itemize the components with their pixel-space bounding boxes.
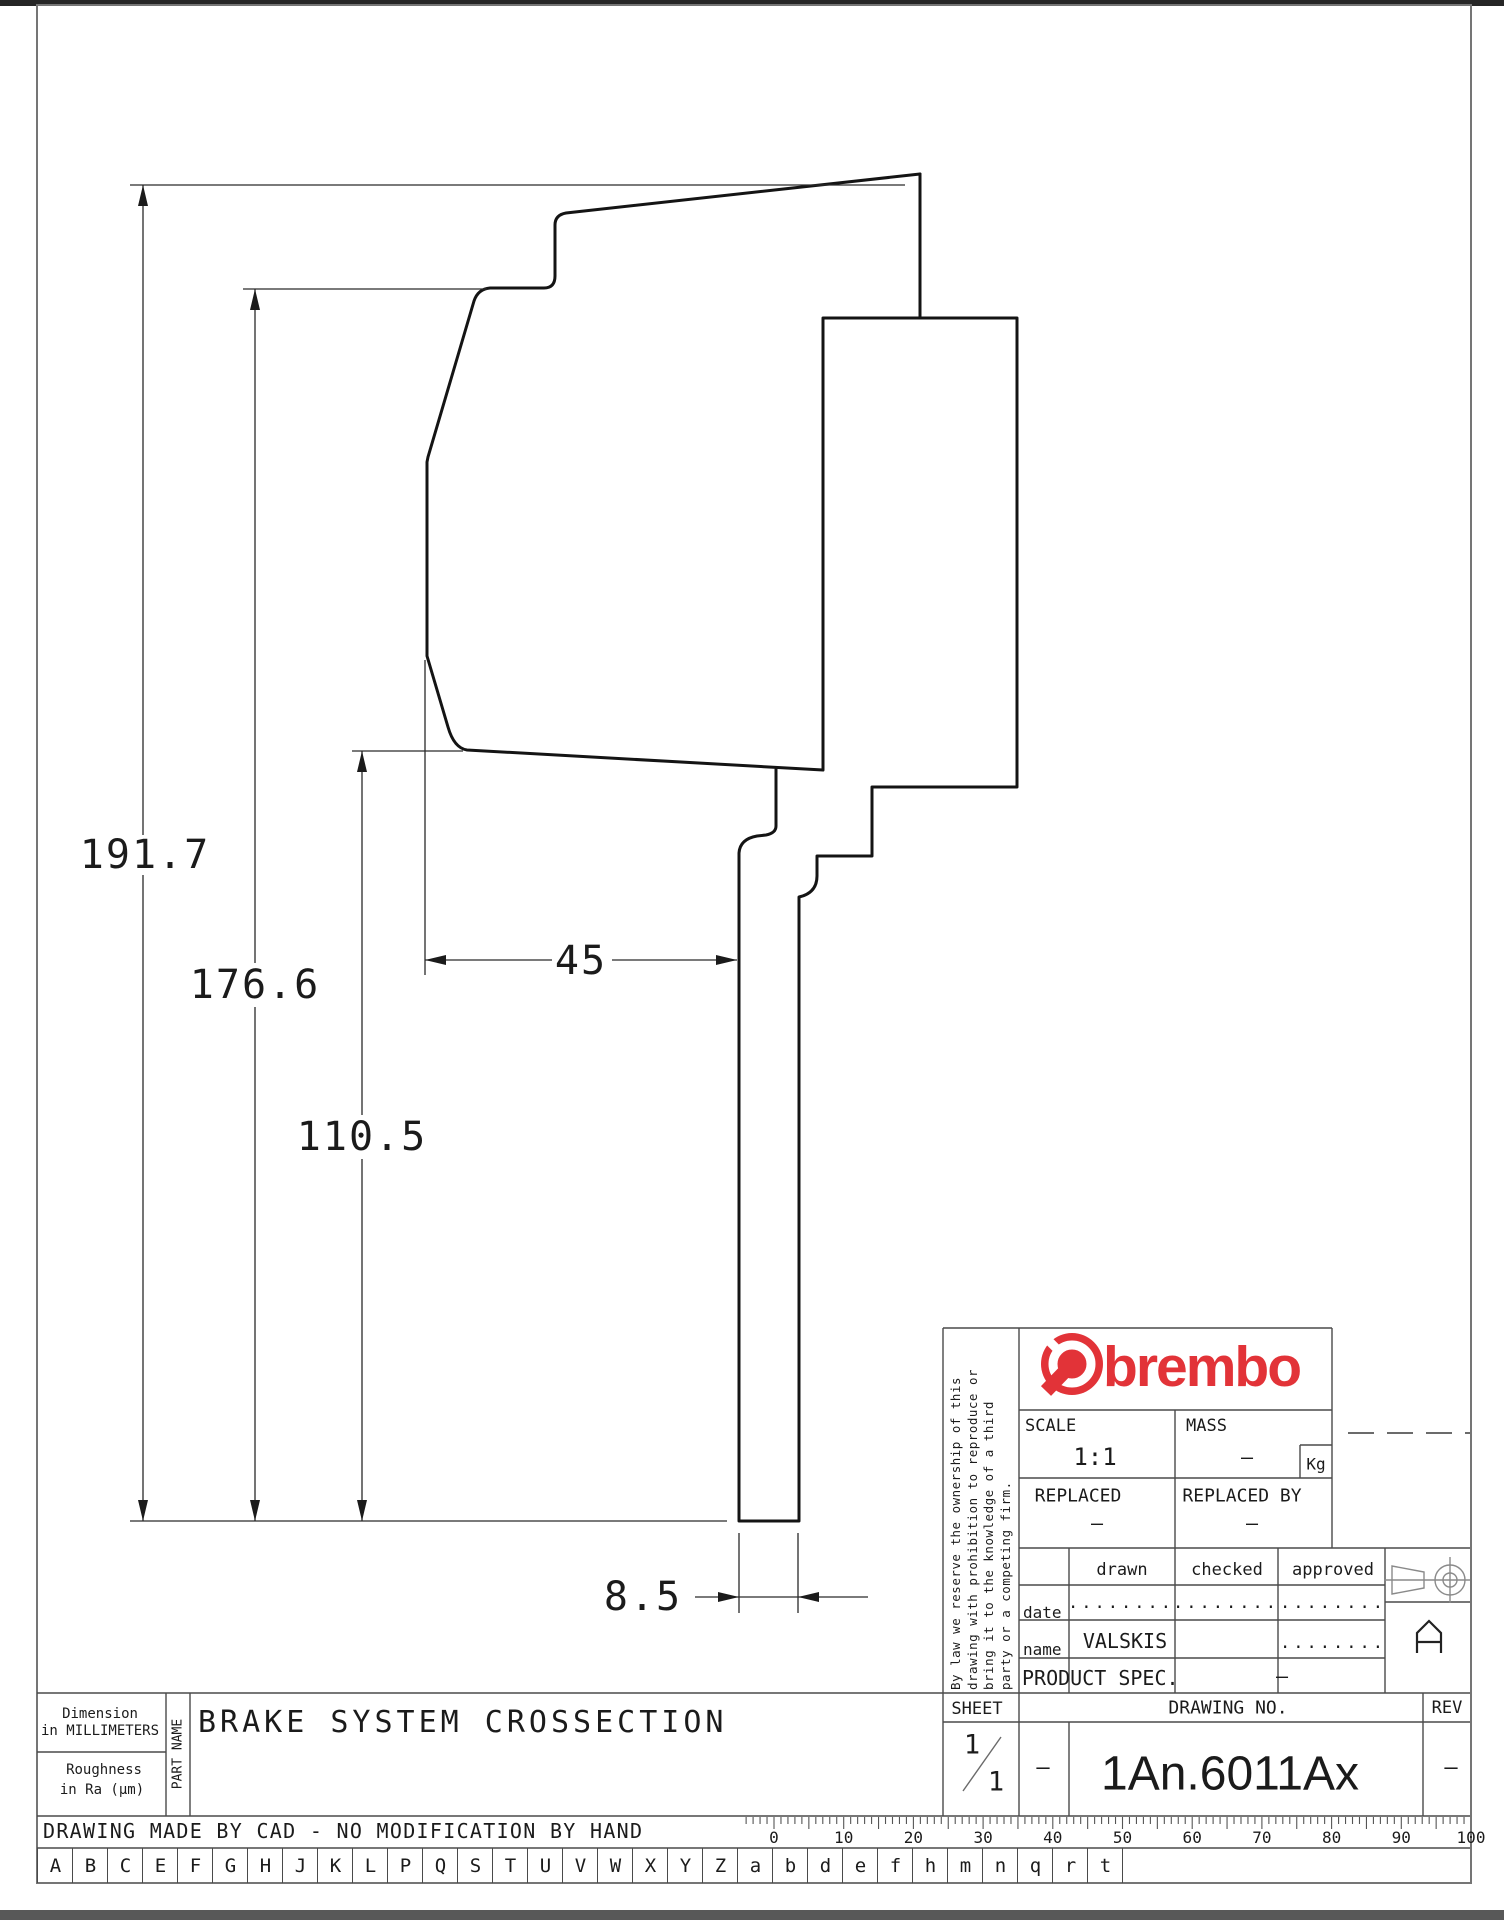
- cad-note: DRAWING MADE BY CAD - NO MODIFICATION BY HAND: [43, 1819, 644, 1843]
- dim-total-height: 191.7: [79, 832, 211, 878]
- dimension-arrows: [138, 185, 819, 1602]
- brembo-wordmark: brembo: [1103, 1335, 1301, 1399]
- date-checked-dots: ........: [1173, 1593, 1279, 1613]
- format-letter-a-icon: [1417, 1621, 1441, 1653]
- legal-line-4: party or a competing firm.: [997, 1481, 1013, 1690]
- dim-note-line2: in MILLIMETERS: [40, 1723, 160, 1739]
- reference-letter-cell: J: [282, 1848, 318, 1883]
- ruler-ticks: [746, 1817, 1464, 1829]
- ruler-number: 20: [903, 1828, 924, 1847]
- legal-notice: [948, 1330, 1014, 1690]
- drawing-no-value: 1An.6011Ax: [1101, 1747, 1359, 1801]
- dim-upper-height: 176.6: [189, 962, 321, 1008]
- date-drawn-dots: ........: [1068, 1593, 1174, 1613]
- ruler-number: 0: [769, 1828, 779, 1847]
- mass-value: –: [1240, 1445, 1254, 1469]
- date-label: date: [1023, 1603, 1062, 1622]
- legal-line-3: bring it to the knowledge of a third: [981, 1401, 996, 1690]
- replaced-by-value: –: [1245, 1511, 1259, 1535]
- reference-letter-cell: q: [1017, 1848, 1053, 1883]
- name-label: name: [1023, 1640, 1062, 1659]
- reference-letter-cell: T: [492, 1848, 528, 1883]
- dim-note-line1: Dimension: [62, 1706, 138, 1722]
- dim-lower-height: 110.5: [296, 1114, 428, 1160]
- reference-letter-cell: n: [982, 1848, 1018, 1883]
- reference-letter-cell: b: [772, 1848, 808, 1883]
- reference-letter-cell: P: [387, 1848, 423, 1883]
- dim-hat-width: 45: [554, 938, 608, 984]
- part-title: BRAKE SYSTEM CROSSECTION: [198, 1705, 728, 1740]
- sheet-num: 1: [963, 1729, 981, 1761]
- reference-letter-cell: U: [527, 1848, 563, 1883]
- reference-letter-cell: C: [107, 1848, 143, 1883]
- drawn-name: VALSKIS: [1082, 1629, 1168, 1653]
- dimension-lines: [143, 185, 868, 1597]
- reference-letter-cell: F: [177, 1848, 213, 1883]
- drawing-no-label: DRAWING NO.: [1168, 1697, 1288, 1719]
- part-outline: [427, 174, 1017, 1521]
- drawn-label: drawn: [1096, 1560, 1148, 1580]
- legal-line-1: By law we reserve the ownership of this: [948, 1377, 963, 1690]
- rev-value: –: [1444, 1755, 1458, 1781]
- part-name-label: PART NAME: [170, 1718, 186, 1790]
- reference-letter-cell: Q: [422, 1848, 458, 1883]
- reference-letter-cell: h: [912, 1848, 948, 1883]
- sheet-extra-dash: –: [1036, 1755, 1050, 1781]
- rough-note-line1: Roughness: [66, 1762, 142, 1778]
- reference-letter-cell: t: [1087, 1848, 1123, 1883]
- reference-letter-cell: a: [737, 1848, 773, 1883]
- dim-disc-thickness: 8.5: [603, 1574, 683, 1620]
- reference-letter-cell: Y: [667, 1848, 703, 1883]
- reference-letter-cell: d: [807, 1848, 843, 1883]
- date-approved-dots: ........: [1280, 1593, 1386, 1613]
- scale-value: 1:1: [1073, 1443, 1117, 1471]
- ruler-number: 100: [1456, 1828, 1486, 1847]
- ruler-number: 60: [1182, 1828, 1202, 1847]
- ruler-number: 90: [1391, 1828, 1411, 1847]
- reference-letter-cell: Z: [702, 1848, 738, 1883]
- product-spec-label: PRODUCT SPEC.: [1022, 1666, 1179, 1690]
- mass-label: MASS: [1186, 1416, 1227, 1436]
- reference-letter-empty-cell: [1122, 1848, 1471, 1883]
- reference-letter-cell: X: [632, 1848, 668, 1883]
- brembo-logo-icon: [1041, 1333, 1103, 1395]
- projection-symbol-icon: [1384, 1557, 1470, 1603]
- name-approved-dots: ........: [1280, 1633, 1386, 1653]
- reference-letter-cell: r: [1052, 1848, 1088, 1883]
- reference-letter-cell: V: [562, 1848, 598, 1883]
- ruler-number: 30: [973, 1828, 993, 1847]
- product-spec-value: –: [1275, 1664, 1289, 1688]
- legal-line-2: drawing with prohibition to reproduce or: [964, 1368, 980, 1690]
- rev-label: REV: [1431, 1698, 1463, 1718]
- ruler-number: 50: [1112, 1828, 1133, 1847]
- replaced-label: REPLACED: [1034, 1485, 1122, 1507]
- sheet-total: 1: [987, 1766, 1005, 1798]
- ruler-number: 70: [1252, 1828, 1272, 1847]
- ruler-number: 80: [1321, 1828, 1342, 1847]
- mass-unit: Kg: [1306, 1454, 1326, 1474]
- reference-letter-cell: H: [247, 1848, 283, 1883]
- reference-letter-cell: E: [142, 1848, 178, 1883]
- sheet-label: SHEET: [951, 1699, 1003, 1719]
- reference-letter-cell: L: [352, 1848, 388, 1883]
- reference-letter-cell: K: [317, 1848, 353, 1883]
- scale-label: SCALE: [1025, 1416, 1077, 1436]
- replaced-by-label: REPLACED BY: [1182, 1485, 1302, 1507]
- scan-edge-bottom: [0, 1910, 1504, 1920]
- reference-letter-cell: B: [72, 1848, 108, 1883]
- reference-letter-cell: G: [212, 1848, 248, 1883]
- ruler-number: 10: [834, 1828, 854, 1847]
- reference-letter-cell: m: [947, 1848, 983, 1883]
- reference-letter-cell: f: [877, 1848, 913, 1883]
- rough-note-line2: in Ra (μm): [59, 1782, 145, 1798]
- checked-label: checked: [1191, 1560, 1263, 1580]
- reference-letter-cell: A: [37, 1848, 73, 1883]
- reference-letter-cell: S: [457, 1848, 493, 1883]
- approved-label: approved: [1292, 1560, 1374, 1580]
- replaced-value: –: [1090, 1511, 1104, 1535]
- ruler-number: 40: [1043, 1828, 1063, 1847]
- reference-letter-cell: W: [597, 1848, 633, 1883]
- extension-lines: [130, 185, 905, 1613]
- reference-letter-cell: e: [842, 1848, 878, 1883]
